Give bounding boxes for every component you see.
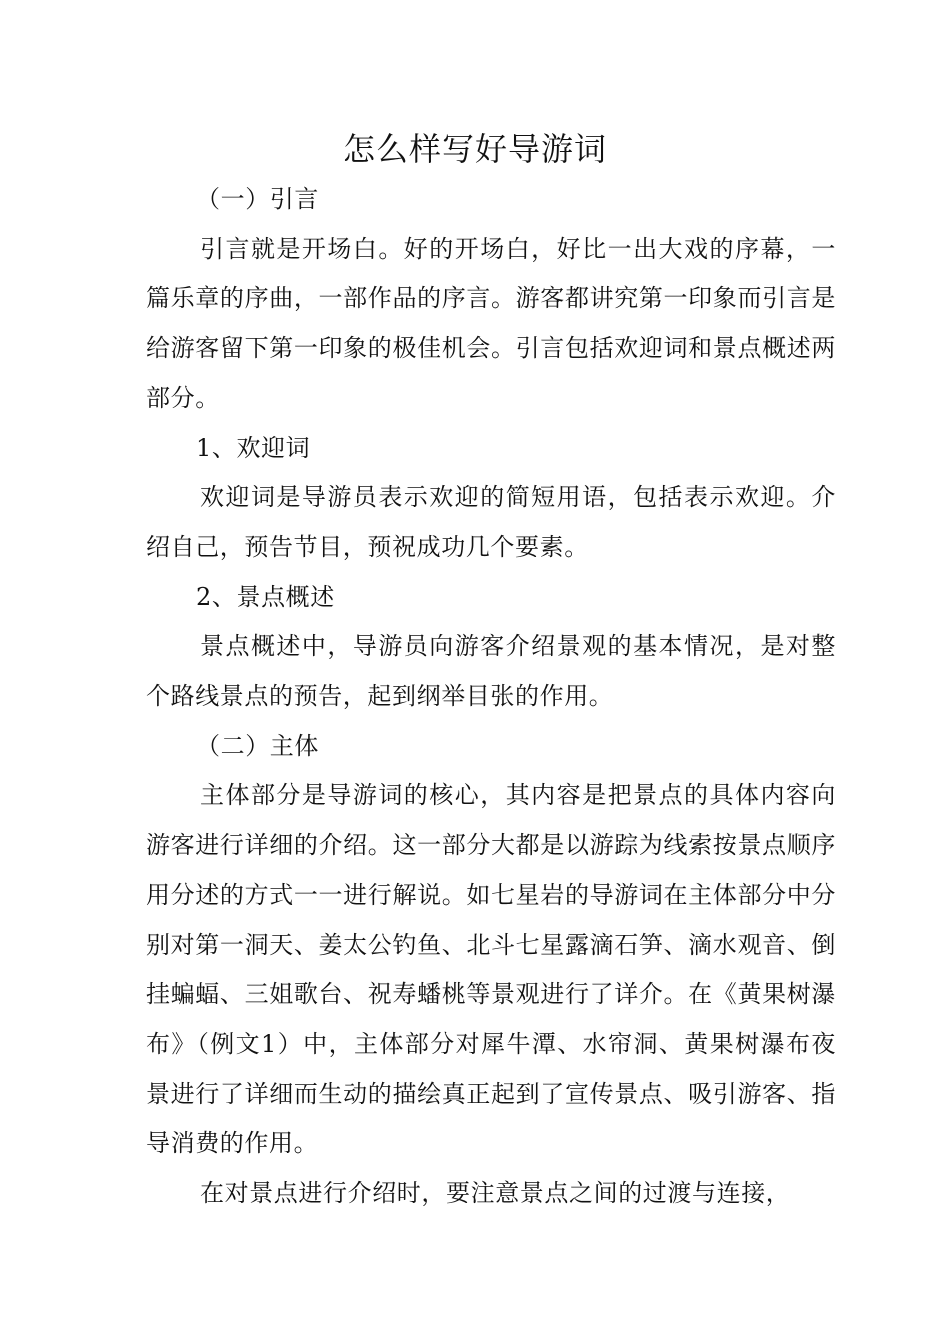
document-body <box>146 175 836 1219</box>
paragraph-welcome: 欢迎词是导游员表示欢迎的简短用语，包括表示欢迎。介绍自己，预告节目，预祝成功几个要素。 <box>146 483 836 561</box>
subheading-welcome: 1、欢迎词 <box>196 433 311 462</box>
paragraph-intro: 引言就是开场白。好的开场白，好比一出大戏的序幕，一篇乐章的序曲，一部作品的序言。游客都讲究第一印象而引言是给游客留下第一印象的极佳机会。引言包括欢迎词和景点概述两部分。 <box>146 234 836 412</box>
section-heading-intro: （一）引言 <box>196 185 319 213</box>
section-heading-main: （二）主体 <box>196 731 319 760</box>
document-title: 怎么样写好导游词 <box>342 130 607 168</box>
paragraph-transition: 在对景点进行介绍时，要注意景点之间的过渡与连接， <box>200 1179 791 1208</box>
paragraph-main: 主体部分是导游词的核心，其内容是把景点的具体内容向游客进行详细的介绍。这一部分大都是以游踪为线索按景点顺序用分述的方式一一进行解说。如七星岩的导游词在主体部分中分别对第一洞天、姜太公钓鱼、北斗七星露滴石笋、滴水观音、倒挂蝙蝠、三姐歌台、祝寿蟠桃等景观进行了详介。在《黄果树瀑布》（例文1）中，主体部分对犀牛潭、水帘洞、黄果树瀑布夜景进行了详细而生动的描绘真正起到了宣传景点、吸引游客、指导消费的作用。 <box>146 781 836 1158</box>
paragraph-overview: 景点概述中，导游员向游客介绍景观的基本情况，是对整个路线景点的预告，起到纲举目张的作用。 <box>146 632 836 711</box>
subheading-overview: 2、景点概述 <box>196 582 335 611</box>
